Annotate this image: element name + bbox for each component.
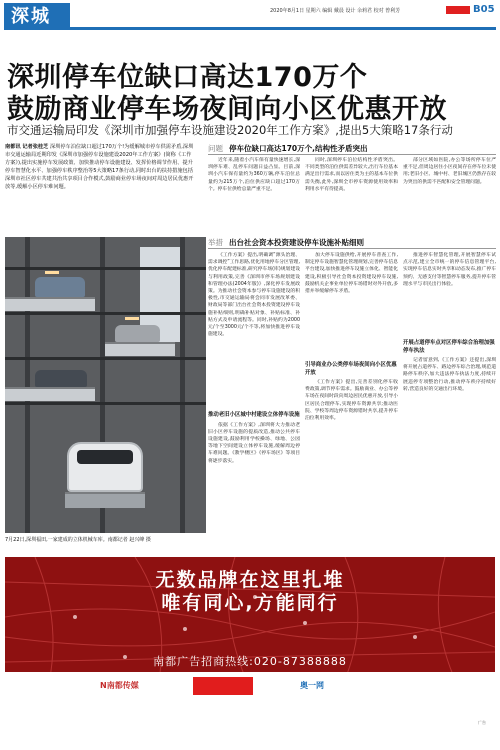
section1-rule (208, 154, 496, 155)
ad-hotline: 南都广告招商热线:020-87388888 (153, 655, 347, 668)
nandu-media-logo: N南都传媒 (100, 681, 139, 690)
lead-paragraph (5, 143, 196, 191)
photo-beam (5, 267, 206, 270)
ad-slogan-line-2: 唯有同心,方能同行 (161, 592, 339, 614)
photo-windshield (77, 450, 133, 464)
footer-note: 广告 (478, 720, 486, 725)
headline-line-1: 深圳停车位缺口高达170万个 (7, 62, 368, 93)
parking-garage-photo (5, 237, 206, 533)
section2-col2-subhead: 引导商业办公类停车场夜间向小区优惠开放 (305, 362, 397, 376)
photo-beam (5, 312, 206, 315)
photo-caption: 7月22日,深圳福田,一家建成的立体机械车库。南都记者 赵兴峰 摄 (5, 537, 151, 543)
advertisement[interactable] (5, 557, 495, 700)
photo-car (35, 277, 85, 297)
section-stamp (446, 6, 470, 14)
photo-ceiling-light (45, 271, 59, 274)
section2-col2-text: 加大停车设施供给,开展停车普查工作,制定停车设施智慧化管理规划,完善停车信息平台建设,加快推进停车设施立体化、智能化建设,积极引导社会资本投资建设停车设施,鼓励机关企事业单位停车场错时对外开放,多措并举缓解停车矛盾。 (305, 253, 398, 295)
photo-car (115, 325, 160, 342)
issue-meta: 2020年8月1日 星期六 编辑 戴晨 设计 余莉君 校对 曾利芳 (270, 8, 401, 14)
section2-col3-subhead: 开展占道停车点对区停车综合治理加强停车执法 (403, 340, 495, 354)
section1-heading (208, 143, 368, 154)
section2-col3-text-b: 记者留意到,《工作方案》还提出,深圳将开展占道停车、路边停车综合治理,规范道路停车秩序,加大违法停车执法力度,持续开展违停专项整治行动,推动停车秩序持续好转,营造良好的交通出行环境。 (403, 358, 496, 392)
photo-parking-tray (5, 387, 95, 401)
lead-text: 深圳停车泊位缺口超过170万个!为缓解城市停车供需矛盾,深圳市交通运输局近期印发《深圳市加强停车设施建设2020年工作方案》(简称《工作方案》),提出实施停车发展政策、加快推动停车设施建设、发挥价格调节作用、提升停车智慧化水平、加强停车秩序整治等5大策略17条行动,同时出台的扶持措施包括深圳市社区停车共建共治共享项目合作模式,鼓励商业停车场夜间对周边居民优惠开放等,缓解小区停车难问题。 (5, 144, 194, 190)
photo-beam (5, 402, 206, 405)
section1-col1: 近年来,随着小汽车保有量快速增长,深圳停车难、乱停车问题日益凸显。目前,深圳小汽车保有量约为360万辆,停车泊位总量约为215万个,泊位供应缺口超过170万个。停车位供给总量严重不足。 (208, 158, 300, 192)
section2-col2-text-b: 《工作方案》提出,完善差别化停车收费政策,调节停车需求。鼓励商业、办公等停车场在夜间时段向周边居民优惠开放,引导小区居民合理停车,实现停车资源共享;推动医院、学校等周边停车资源错时共享,提升停车泊位利用效率。 (305, 380, 398, 422)
photo-parking-tray (105, 342, 175, 356)
section-tag: 深城 (4, 3, 70, 30)
section1-col2: 同时,深圳停车泊位结构性矛盾突出。不同类型的泊位供需差异较大,出行车位基本满足出行需求,而以居住类为主的基本车位供需失衡,此外,深圳全市停车资源使用效率和利用水平有待提高。 (305, 158, 398, 192)
lead-byline: 南都讯 记者张桂芝 (5, 144, 49, 150)
headline-line-2: 鼓励商业停车场夜间向小区优惠开放 (7, 94, 447, 125)
section2-col1-text-b: 依据《工作方案》,深圳将大力推动老旧小区停车设施的提质改造,推动公共停车设施建设,鼓励利用学校操场、绿地、公园等地下空间建设立体停车设施,缓解周边停车难问题。《教学楼区》《停车场区》等项目将逐步落实。 (208, 422, 300, 464)
section2-col1-text: 《工作方案》提出,明确调“源头治理、需求调控”工作思路,优化用地停车分区管理,优化停车配建标准,研究停车场(库)规划建设与利用政策,完善《深圳市停车场规划建设和管理办法(2004年版)》,深化停车发展政策。为推动社会资本参与停车设施建设的积极性,市交通运输局将会同市发展改革委、财政局等部门出台社会资本投资建设停车设施补贴细则,明确补贴对象、补贴标准、补贴方式及申请流程等。同时,补贴约为2000元/个至3000元/个不等,将加快推进停车设施建设。 (208, 253, 300, 338)
section2-col3-text: 推进停车智慧化管理,开展智慧停车试点示范,建立全市统一的停车信息管理平台,实现停车信息实时共享和动态发布,推广停车预约、无感支付等智慧停车服务,提升停车管理水平与市民出行体验。 (403, 253, 496, 287)
ad-logo-bar (5, 672, 495, 700)
photo-pillar (25, 237, 30, 533)
section1-label: 问题 (208, 144, 223, 153)
photo-beam (5, 357, 206, 360)
ad-slogan-line-1: 无数品牌在这里扎堆 (155, 569, 345, 591)
photo-parking-tray (5, 297, 95, 311)
section2-rule (208, 248, 496, 249)
section1-col3: 部分区域如医院,办公等场所停车位严重不足,但周边居住小区夜间存在停车位未使用;老旧小区、城中村、老旧城区仍然存在较为突出的供需不匹配和安全管理问题。 (403, 158, 496, 185)
section2-col1-subhead: 推动老旧小区城中村建设立体停车设施 (208, 412, 300, 418)
brand-logo (193, 677, 253, 695)
photo-car (35, 370, 87, 387)
section2-label: 举措 (208, 238, 223, 247)
header-rule (70, 27, 496, 30)
photo-pillar (180, 237, 185, 533)
subheadline: 市交通运输局印发《深圳市加强停车设施建设2020年工作方案》,提出5大策略17条行动 (7, 123, 453, 137)
page-number: B05 (473, 4, 495, 15)
section2-col3 (403, 252, 496, 548)
section2-col2 (305, 252, 398, 548)
ao-yi-logo: 奥一网 (300, 681, 324, 690)
photo-ceiling-light (125, 317, 139, 320)
section2-col1 (208, 252, 300, 548)
photo-ground-pallet (65, 492, 145, 508)
section1-title: 停车位缺口高达170万个,结构性矛盾突出 (229, 144, 368, 153)
section2-title: 出台社会资本投资建设停车设施补贴细则 (229, 238, 364, 247)
section2-heading (208, 237, 364, 248)
